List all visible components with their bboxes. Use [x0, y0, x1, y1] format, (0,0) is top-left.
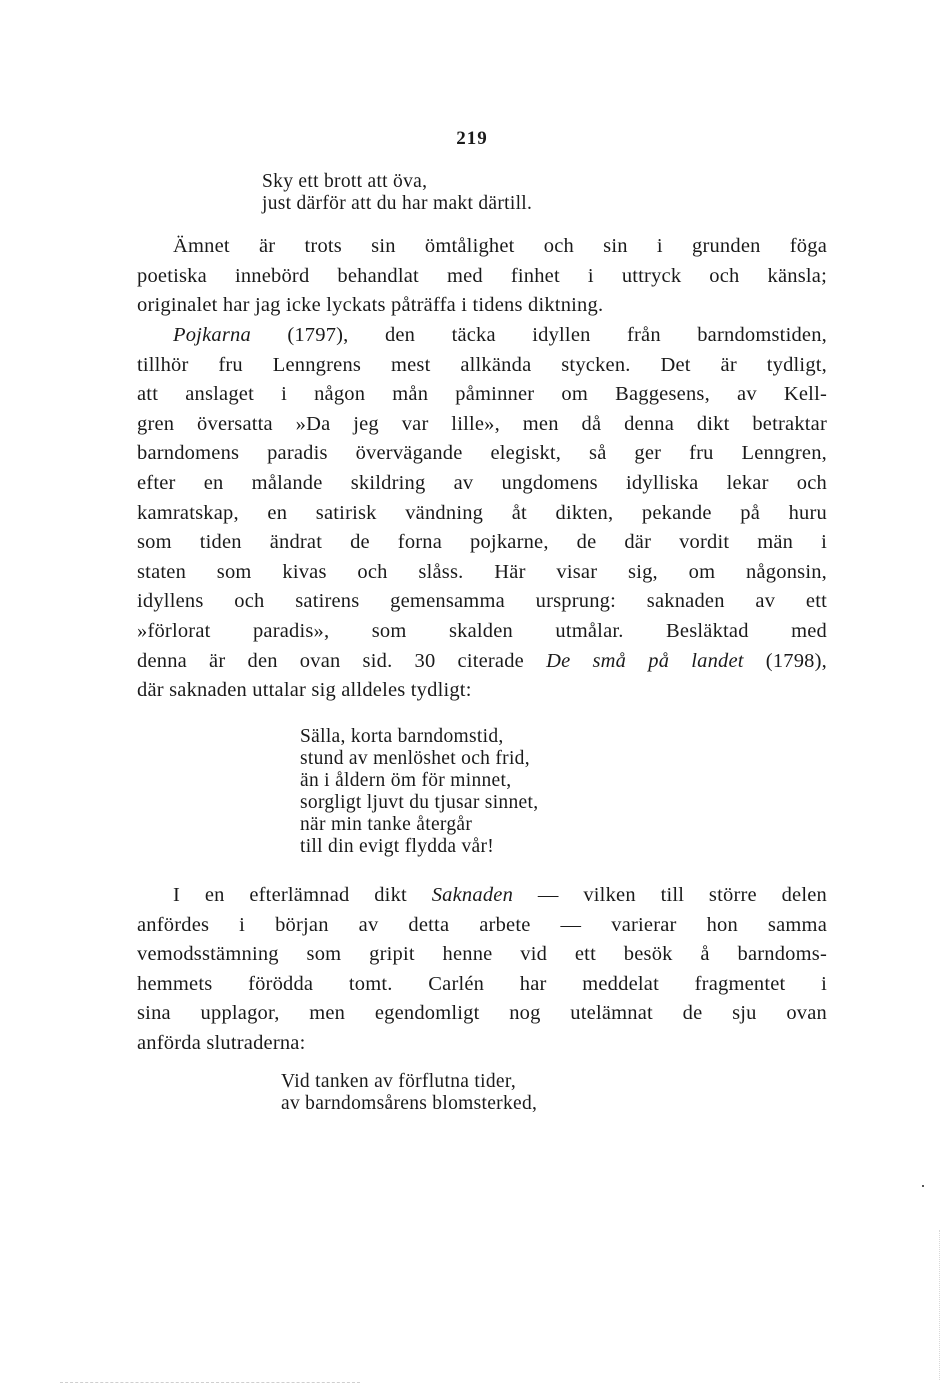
paragraph-line: anfördes i början av detta arbete — varierar hon samma: [137, 913, 827, 936]
paragraph-line: poetiska innebörd behandlat med finhet i uttryck och känsla;: [137, 264, 827, 287]
paragraph-line: originalet har jag icke lyckats påträffa i tidens diktning.: [137, 294, 604, 317]
paragraph-line: anförda slutraderna:: [137, 1031, 306, 1054]
scan-edge-mark: [939, 1230, 940, 1380]
paragraph-line: [137, 321, 827, 351]
paragraph-1: [137, 232, 827, 321]
verse-line: stund av menlöshet och frid,: [300, 748, 530, 769]
verse-line: av barndomsårens blomsterked,: [281, 1093, 538, 1114]
scan-speck: [922, 1185, 924, 1187]
paragraph-line: kamratskap, en satirisk vändning åt dikten, pekande på huru: [137, 501, 827, 524]
scan-bottom-mark: [60, 1382, 360, 1383]
verse-quote-1: [262, 171, 532, 215]
verse-line: när min tanke återgår: [300, 814, 473, 835]
paragraph-line: som tiden ändrat de forna pojkarne, de där vordit män i: [137, 531, 827, 554]
text-span: (1798),: [743, 649, 827, 672]
verse-line: till din evigt flydda vår!: [300, 836, 495, 857]
text-span: (1797), den täcka idyllen från barndomstiden,: [250, 324, 827, 346]
paragraph-line: [137, 881, 827, 911]
verse-line: sorgligt ljuvt du tjusar sinnet,: [300, 792, 539, 813]
verse-line: än i åldern öm för minnet,: [300, 770, 512, 791]
paragraph-line: idyllens och satirens gemensamma ursprung: saknaden av ett: [137, 590, 827, 613]
paragraph-line: sina upplagor, men egendomligt nog utelämnat de sju ovan: [137, 1002, 827, 1025]
paragraph-line: att anslaget i någon mån påminner om Baggesens, av Kell-: [137, 383, 827, 406]
paragraph-line: vemodsstämning som gripit henne vid ett besök å barndoms-: [137, 943, 827, 966]
paragraph-line: efter en målande skildring av ungdomens idylliska lekar och: [137, 471, 827, 494]
verse-line: just därför att du har makt därtill.: [262, 193, 533, 214]
verse-line: Sälla, korta barndomstid,: [300, 726, 504, 747]
paragraph-line: [137, 647, 827, 677]
paragraph-3: [137, 881, 827, 1059]
verse-line: Vid tanken av förflutna tider,: [281, 1071, 517, 1092]
paragraph-line: Ämnet är trots sin ömtålighet och sin i grunden föga: [173, 235, 827, 257]
text-span: — vilken till större delen: [513, 884, 827, 906]
title-de-sma-pa-landet: De små på landet: [546, 649, 744, 672]
paragraph-line: barndomens paradis övervägande elegiskt, så ger fru Lenngren,: [137, 442, 827, 465]
paragraph-line: hemmets förödda tomt. Carlén har meddelat fragmentet i: [137, 972, 827, 995]
verse-line: Sky ett brott att öva,: [262, 171, 428, 192]
title-saknaden: Saknaden: [431, 884, 514, 906]
text-span: I en efterlämnad dikt: [173, 884, 432, 906]
title-pojkarna: Pojkarna: [173, 324, 251, 346]
verse-quote-3: [281, 1071, 537, 1115]
paragraph-line: tillhör fru Lenngrens mest allkända stycken. Det är tydligt,: [137, 353, 827, 376]
verse-quote-2: [300, 726, 538, 858]
paragraph-line: där saknaden uttalar sig alldeles tydligt:: [137, 679, 472, 702]
paragraph-line: »förlorat paradis», som skalden utmålar. Besläktad med: [137, 619, 827, 642]
text-span: denna är den ovan sid. 30 citerade: [137, 649, 547, 672]
paragraph-line: gren översatta »Da jeg var lille», men då denna dikt betraktar: [137, 412, 827, 435]
page-number: 219: [456, 128, 488, 149]
paragraph-2: [137, 321, 827, 706]
paragraph-line: staten som kivas och slåss. Här visar sig, om någonsin,: [137, 560, 827, 583]
